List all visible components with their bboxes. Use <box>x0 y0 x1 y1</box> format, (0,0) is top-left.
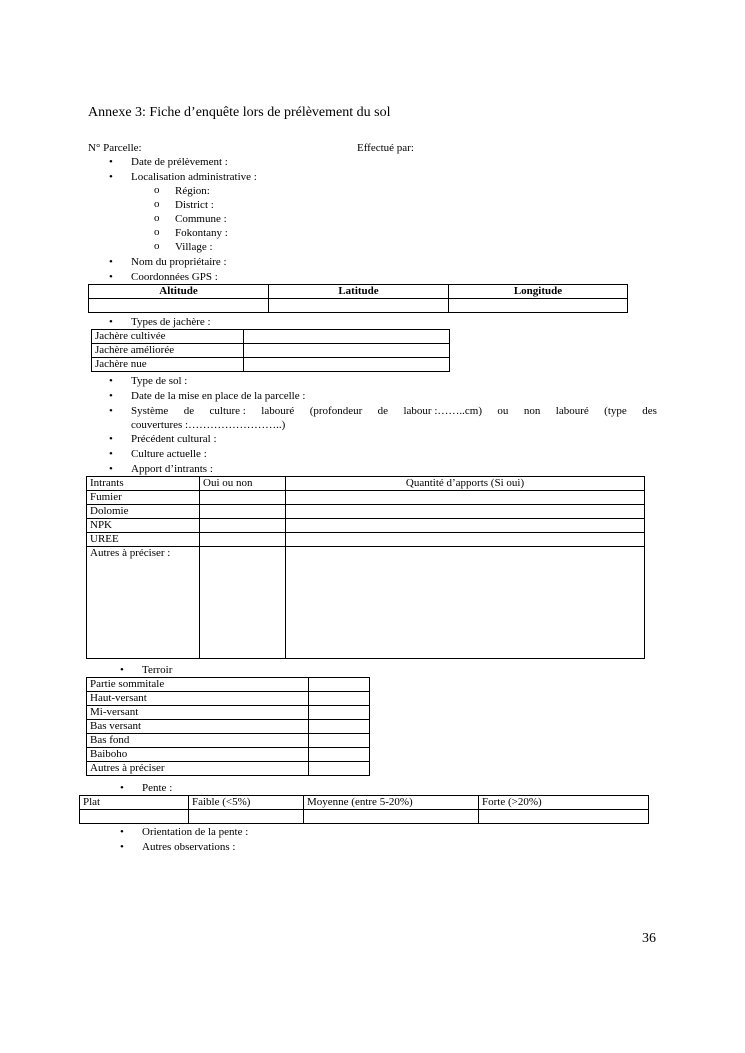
quantite-cell[interactable] <box>286 505 645 519</box>
jachere-row-label: Jachère nue <box>92 358 244 372</box>
systeme-word: culture : <box>209 405 246 417</box>
gps-altitude-cell[interactable] <box>89 299 269 313</box>
systeme-culture-item <box>131 404 657 418</box>
quantite-header: Quantité d’apports (Si oui) <box>286 477 645 491</box>
jachere-item: • Types de jachère : <box>131 315 211 329</box>
jachere-table <box>91 329 450 372</box>
autres-observations-item: • Autres observations : <box>142 840 235 854</box>
systeme-culture-line2: couvertures :……………………..) <box>131 419 286 431</box>
pente-faible-cell[interactable] <box>189 810 304 824</box>
terroir-label: Bas fond <box>87 734 309 748</box>
systeme-word: (profondeur <box>309 405 363 417</box>
gps-item: • Coordonnées GPS : <box>131 270 218 284</box>
localisation-item: • Localisation administrative : <box>131 170 257 184</box>
systeme-word: non <box>523 405 541 417</box>
region-item: o Région: <box>175 184 210 198</box>
jachere-row-label: Jachère améliorée <box>92 344 244 358</box>
pente-header-moyenne: Moyenne (entre 5-20%) <box>304 796 479 810</box>
pente-item: • Pente : <box>142 781 172 795</box>
page-title: Annexe 3: Fiche d’enquête lors de prélèvement du sol <box>88 105 391 120</box>
effectue-label: Effectué par: <box>357 142 414 154</box>
terroir-label: Mi-versant <box>87 706 309 720</box>
jachere-row-value[interactable] <box>244 358 450 372</box>
proprietaire-item: • Nom du propriétaire : <box>131 255 227 269</box>
terroir-value[interactable] <box>309 692 370 706</box>
gps-table <box>88 284 628 313</box>
systeme-word: de <box>377 405 389 417</box>
page-number: 36 <box>642 931 656 946</box>
intrant-label: Autres à préciser : <box>87 547 200 659</box>
terroir-value[interactable] <box>309 678 370 692</box>
jachere-row-value[interactable] <box>244 344 450 358</box>
systeme-word: ou <box>497 405 509 417</box>
gps-header-longitude: Longitude <box>449 285 628 299</box>
pente-header-plat: Plat <box>80 796 189 810</box>
intrants-table <box>86 476 645 659</box>
jachere-row-label: Jachère cultivée <box>92 330 244 344</box>
terroir-value[interactable] <box>309 720 370 734</box>
jachere-row-value[interactable] <box>244 330 450 344</box>
terroir-value[interactable] <box>309 734 370 748</box>
pente-moyenne-cell[interactable] <box>304 810 479 824</box>
commune-item: o Commune : <box>175 212 227 226</box>
oui-non-cell[interactable] <box>200 533 286 547</box>
oui-non-cell[interactable] <box>200 519 286 533</box>
oui-non-cell[interactable] <box>200 547 286 659</box>
terroir-label: Partie sommitale <box>87 678 309 692</box>
intrant-label: UREE <box>87 533 200 547</box>
gps-longitude-cell[interactable] <box>449 299 628 313</box>
quantite-cell[interactable] <box>286 519 645 533</box>
quantite-cell[interactable] <box>286 491 645 505</box>
intrant-label: NPK <box>87 519 200 533</box>
intrants-header: Intrants <box>87 477 200 491</box>
terroir-value[interactable] <box>309 762 370 776</box>
systeme-word: de <box>183 405 195 417</box>
type-sol-item: • Type de sol : <box>131 374 187 388</box>
pente-table <box>79 795 649 824</box>
systeme-word: labour :……..cm) <box>403 405 482 417</box>
village-item: o Village : <box>175 240 213 254</box>
terroir-value[interactable] <box>309 748 370 762</box>
terroir-table <box>86 677 370 776</box>
oui-non-cell[interactable] <box>200 491 286 505</box>
orientation-item: • Orientation de la pente : <box>142 825 248 839</box>
intrant-label: Dolomie <box>87 505 200 519</box>
systeme-word: des <box>642 405 657 417</box>
systeme-word: labouré <box>261 405 295 417</box>
culture-item: • Culture actuelle : <box>131 447 207 461</box>
terroir-label: Haut-versant <box>87 692 309 706</box>
quantite-cell[interactable] <box>286 533 645 547</box>
date-mise-item: • Date de la mise en place de la parcelle : <box>131 389 305 403</box>
gps-latitude-cell[interactable] <box>269 299 449 313</box>
gps-header-altitude: Altitude <box>89 285 269 299</box>
district-item: o District : <box>175 198 214 212</box>
oui-non-cell[interactable] <box>200 505 286 519</box>
terroir-value[interactable] <box>309 706 370 720</box>
intrant-label: Fumier <box>87 491 200 505</box>
pente-header-forte: Forte (>20%) <box>479 796 649 810</box>
terroir-label: Baiboho <box>87 748 309 762</box>
systeme-word: labouré <box>555 405 589 417</box>
terroir-label: Bas versant <box>87 720 309 734</box>
oui-non-header: Oui ou non <box>200 477 286 491</box>
terroir-label: Autres à préciser <box>87 762 309 776</box>
systeme-word: • Système <box>131 405 169 417</box>
date-prelevement-item: • Date de prélèvement : <box>131 155 228 169</box>
pente-plat-cell[interactable] <box>80 810 189 824</box>
pente-header-faible: Faible (<5%) <box>189 796 304 810</box>
fokontany-item: o Fokontany : <box>175 226 228 240</box>
parcelle-label: N° Parcelle: <box>88 142 142 154</box>
pente-forte-cell[interactable] <box>479 810 649 824</box>
quantite-cell[interactable] <box>286 547 645 659</box>
terroir-item: • Terroir <box>142 663 172 677</box>
apport-item: • Apport d’intrants : <box>131 462 213 476</box>
systeme-word: (type <box>604 405 627 417</box>
gps-header-latitude: Latitude <box>269 285 449 299</box>
precedent-item: • Précédent cultural : <box>131 432 217 446</box>
